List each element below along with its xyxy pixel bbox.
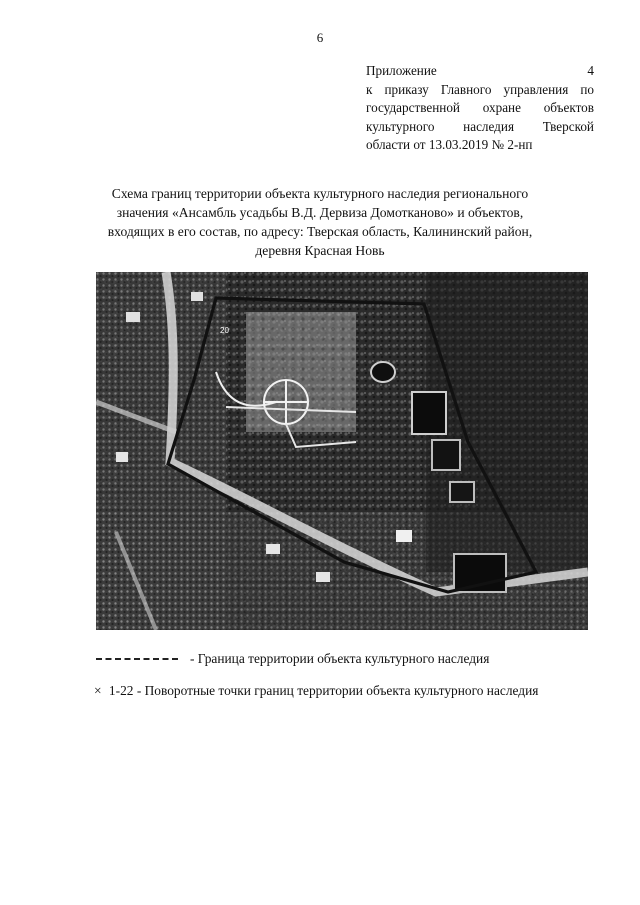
document-title — [90, 184, 550, 260]
appendix-line: Приложение 4 — [366, 63, 594, 78]
appendix-line: области от 13.03.2019 № 2-нп — [366, 137, 533, 153]
appendix-header — [366, 62, 594, 155]
satellite-map — [96, 272, 588, 630]
title-line: входящих в его состав, по адресу: Тверская область, Калининский район, — [107, 224, 533, 239]
legend-points — [94, 683, 538, 699]
appendix-line: государственной охране объектов — [366, 100, 594, 116]
cross-icon: × — [94, 683, 102, 698]
turning-point-label: 20 — [220, 326, 229, 335]
title-line: значения «Ансамбль усадьбы В.Д. Дервиза Домотканово» и объектов, — [116, 205, 524, 220]
appendix-line: культурного наследия Тверской — [366, 118, 594, 134]
legend-points-text: 1-22 - Поворотные точки границ территории объекта культурного наследия — [108, 683, 539, 698]
dashed-line-icon — [96, 658, 178, 660]
title-line: Схема границ территории объекта культурного наследия регионального — [111, 186, 529, 201]
appendix-line: к приказу Главного управления по — [366, 81, 594, 97]
legend-boundary-text: - Граница территории объекта культурного наследия — [190, 651, 490, 666]
title-line: деревня Красная Новь — [255, 243, 385, 258]
map-image — [96, 272, 588, 630]
page-number: 6 — [316, 30, 324, 45]
legend-boundary — [96, 651, 489, 667]
